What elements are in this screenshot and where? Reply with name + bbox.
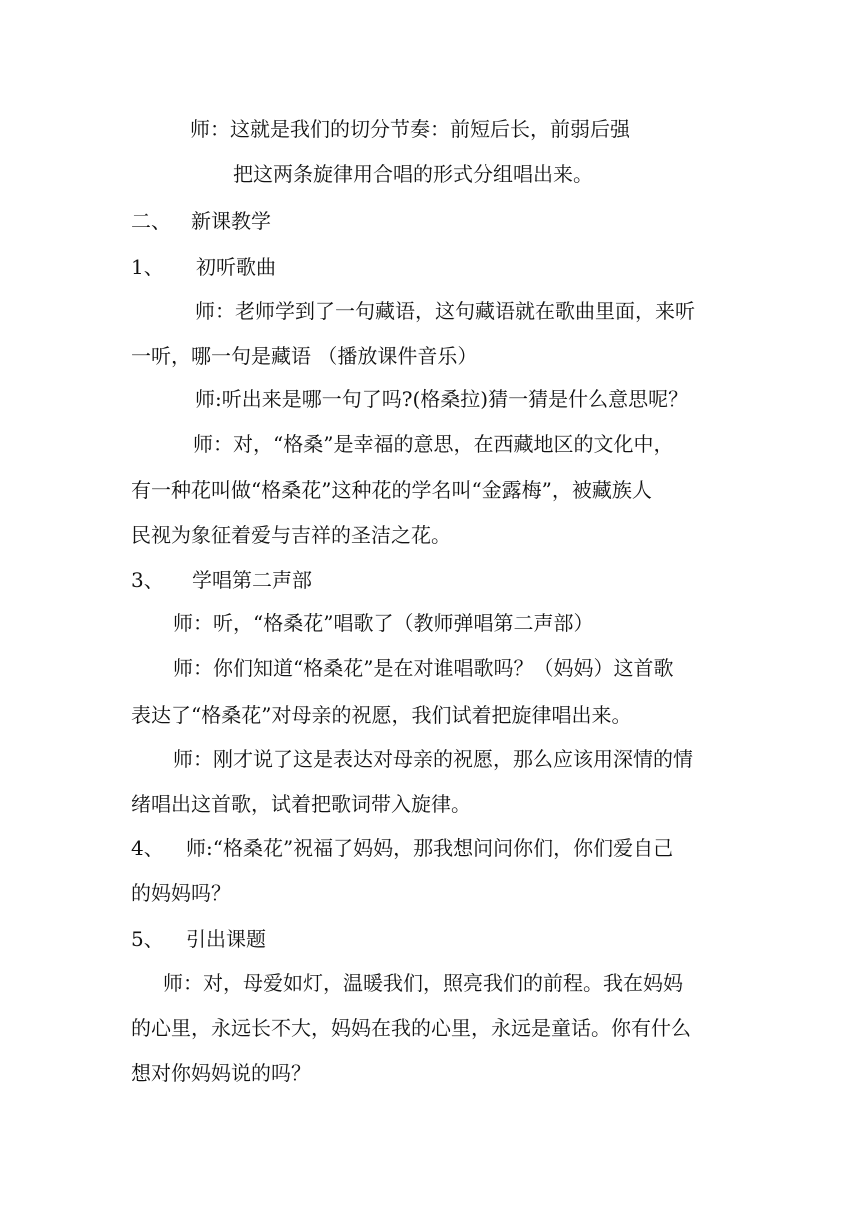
list-item-title: 学唱第二声部 <box>192 568 312 592</box>
list-item-number: 3、 <box>131 568 164 592</box>
text-line: 绪唱出这首歌，试着把歌词带入旋律。 <box>131 792 471 816</box>
text-line: 的心里，永远长不大，妈妈在我的心里，永远是童话。你有什么 <box>131 1016 691 1040</box>
text-line: 师：听，“格桑花”唱歌了（教师弹唱第二声部） <box>173 611 594 635</box>
text-line: 有一种花叫做“格桑花”这种花的学名叫“金露梅”，被藏族人 <box>131 478 652 502</box>
text-line: 师：对，“格桑”是幸福的意思，在西藏地区的文化中， <box>193 432 674 456</box>
text-line: 师：你们知道“格桑花”是在对谁唱歌吗？（妈妈）这首歌 <box>173 656 674 680</box>
text-line: 师：这就是我们的切分节奏：前短后长，前弱后强 <box>190 117 630 141</box>
list-item-number: 5、 <box>131 927 164 951</box>
section-title: 新课教学 <box>191 209 271 233</box>
list-item-heading <box>131 567 312 593</box>
text-line: 师：老师学到了一句藏语，这句藏语就在歌曲里面，来听 <box>195 299 695 323</box>
text-line: 民视为象征着爱与吉祥的圣洁之花。 <box>131 523 451 547</box>
text-line: 师：对，母爱如灯，温暖我们，照亮我们的前程。我在妈妈 <box>163 971 683 995</box>
text-line: 一听，哪一句是藏语 （播放课件音乐） <box>131 344 478 368</box>
list-item-number: 1、 <box>131 255 164 279</box>
list-item-heading <box>131 835 673 861</box>
list-item-heading <box>131 926 266 952</box>
list-item-text: 师:“格桑花”祝福了妈妈，那我想问问你们，你们爱自己 <box>186 836 674 860</box>
list-item-title: 初听歌曲 <box>196 255 276 279</box>
section-number: 二、 <box>131 209 171 233</box>
text-line: 的妈妈吗？ <box>131 881 231 905</box>
text-line: 想对你妈妈说的吗？ <box>131 1061 311 1085</box>
text-line: 师：刚才说了这是表达对母亲的祝愿，那么应该用深情的情 <box>173 747 693 771</box>
section-heading <box>131 208 271 234</box>
list-item-number: 4、 <box>131 836 164 860</box>
text-line: 表达了“格桑花”对母亲的祝愿，我们试着把旋律唱出来。 <box>131 703 632 727</box>
list-item-heading <box>131 254 276 280</box>
list-item-title: 引出课题 <box>186 927 266 951</box>
text-line: 把这两条旋律用合唱的形式分组唱出来。 <box>233 162 593 186</box>
text-line: 师:听出来是哪一句了吗?(格桑拉)猜一猜是什么意思呢？ <box>195 387 689 411</box>
